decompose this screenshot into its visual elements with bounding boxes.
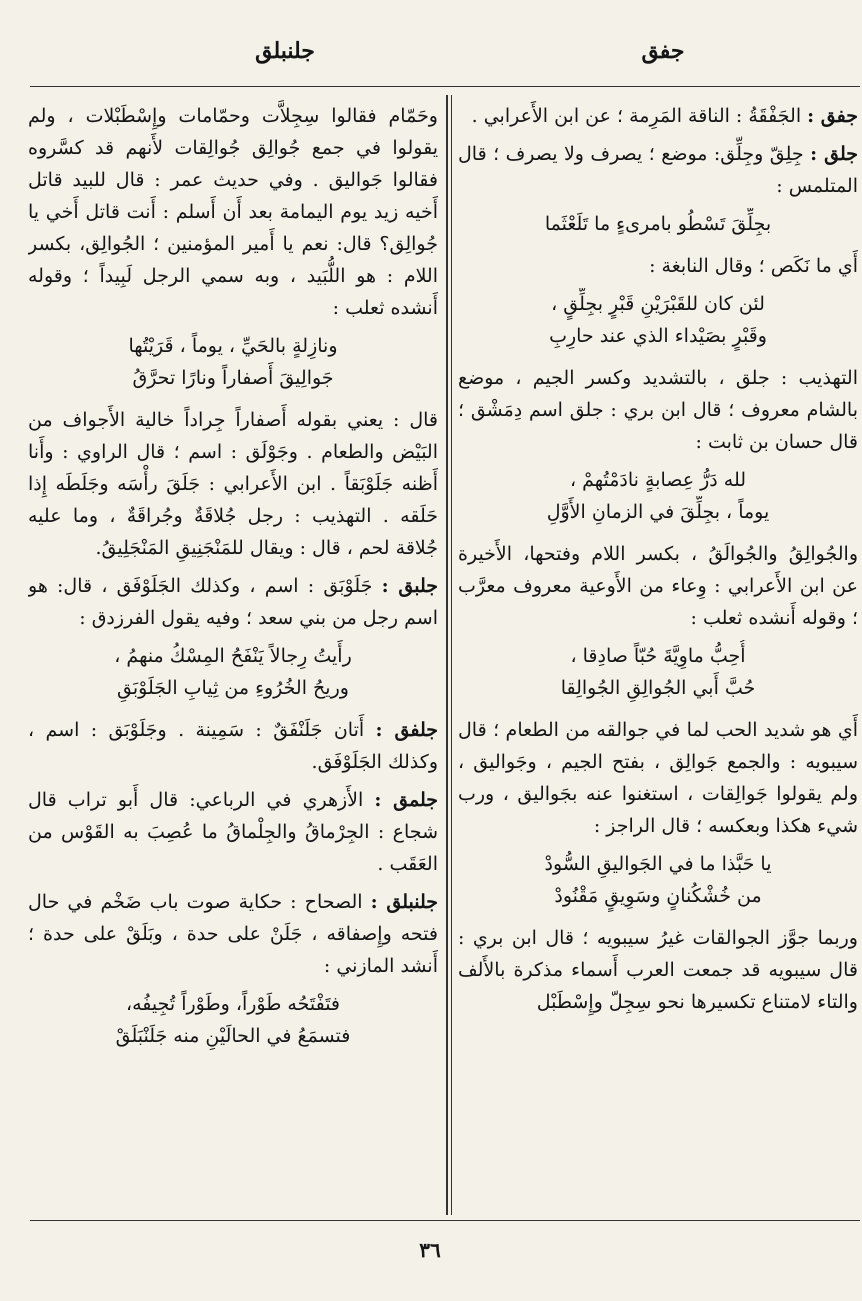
verse-block [458, 848, 858, 912]
verse-block [458, 464, 858, 528]
entry-headword: جلمق : [374, 789, 438, 811]
entry-paragraph [458, 538, 858, 634]
entry-text: قال : يعني بقوله أَصفاراً جِراداً خالية الأَجواف من البَيْض والطعام . وجَوْلَق : اسم ؛ قال الراوي : وأَنا أَظنه جَلَوْبَقاً . ابن الأَعرابي : جَلَقَ رأْسَه وجَلَطَه إِذا حَلَقه . التهذيب : رجل جُلاقَةٌ وجُراقَةٌ ، وما عليه جُلاقة لحم ، قال : ويقال للمَنْجَنِيقِ المَنْجَلِيقُ. [28, 409, 438, 559]
entry-paragraph [458, 922, 858, 1018]
verse-block [28, 640, 438, 704]
entry-paragraph [28, 404, 438, 564]
column-divider [446, 95, 452, 1215]
running-head-left: جلنبلق [255, 38, 315, 64]
entry-paragraph [28, 784, 438, 880]
header-rule [30, 86, 860, 87]
entry-paragraph [458, 362, 858, 458]
entry-headword: جلفق : [375, 719, 438, 741]
entry-paragraph [458, 714, 858, 842]
running-head-right: جفق [641, 38, 685, 64]
verse-block [458, 208, 858, 240]
entry-paragraph [458, 250, 858, 282]
verse-line: رأَيتُ رِجالاً يَنْفَحُ المِسْكُ منهمُ ، [114, 645, 352, 667]
verse-line: بجِلِّقَ تَسْطُو بامرىءٍ ما تَلَعْثَما [544, 213, 772, 235]
verse-line: لئن كان للقَبْرَيْنِ قَبْرٍ بجِلِّقٍ ، [551, 293, 765, 315]
page-number: ٣٦ [419, 1238, 441, 1262]
verse-line: يا حَبَّذا ما في الجَواليقِ السُّودْ [544, 853, 772, 875]
verse-block [458, 288, 858, 352]
entry-text: وربما جوَّز الجوالقات غيرُ سيبويه ؛ قال ابن بري : قال سيبويه قد جمعت العرب أَسماء مذكرة بالأَلف والتاء لامتناع تكسيرها نحو سِجِلّ وإِسْطَبْل [458, 927, 858, 1013]
verse-line: ونازِلةٍ بالحَيِّ ، يوماً ، قَرَيْتُها [128, 335, 338, 357]
entry-paragraph [28, 570, 438, 634]
entry-paragraph [28, 100, 438, 324]
verse-line: يوماً ، بجِلِّقَ في الزمانِ الأَوَّلِ [546, 501, 770, 523]
entry-paragraph [28, 886, 438, 982]
entry-headword: جفق : [807, 105, 858, 127]
verse-line: وريحُ الخُرُوءِ من ثِيابِ الجَلَوْبَقِ [117, 677, 349, 699]
entry-text: أَتان جَلَنْفَقٌ : سَمِينة . وجَلَوْبَق : اسم ، وكذلك الجَلَوْفَق. [28, 719, 438, 773]
verse-line: لله دَرُّ عِصابةٍ نادَمْتُهمْ ، [569, 469, 747, 491]
entry-text: الصحاح : حكاية صوت باب ضَخْم في حال فتحه وإِصفاقه ، جَلَنْ على حدة ، وبَلَقْ على حدة ؛ أَنشد المازني : [28, 891, 438, 977]
verse-block [28, 988, 438, 1052]
verse-line: أُحِبُّ ماوِيَّةَ حُبّاً صادِقا ، [570, 645, 746, 667]
entry-text: الجَفْقَةُ : الناقة المَرِمة ؛ عن ابن الأَعرابي . [471, 105, 802, 127]
verse-line: فتَفْتَحُه طَوْراً، وطَوْراً تُجِيفُه، [125, 993, 341, 1015]
entry-paragraph [28, 714, 438, 778]
verse-line: جَوالِيقَ أَصفاراً ونارًا تحرَّقُ [132, 367, 334, 389]
entry-text: والجُوالِقُ والجُوالَقُ ، بكسر اللام وفتحها، الأَخيرة عن ابن الأَعرابي : وِعاء من الأَوعية معروف معرَّب ؛ وقوله أَنشده ثعلب : [458, 543, 858, 629]
entry-paragraph [458, 100, 858, 132]
entry-text: جَلَوْبَق : اسم ، وكذلك الجَلَوْفَق ، قال: هو اسم رجل من بني سعد ؛ وفيه يقول الفرزدق : [28, 575, 438, 629]
footer-rule [30, 1220, 860, 1221]
verse-line: حُبَّ أَبي الجُوالِقِ الجُوالِقا [560, 677, 756, 699]
verse-line: من خُشْكُنانٍ وسَوِيقٍ مَقْنُودْ [554, 885, 762, 907]
left-column [28, 100, 438, 1210]
entry-headword: جلنبلق : [370, 891, 438, 913]
entry-text: أَي ما نَكَص ؛ وقال النابغة : [649, 255, 858, 277]
page-header [0, 38, 862, 78]
entry-text: التهذيب : جلق ، بالتشديد وكسر الجيم ، موضع بالشام معروف ؛ قال ابن بري : جلق اسم دِمَشْق ؛ قال حسان بن ثابت : [458, 367, 858, 453]
entry-text: وحَمّام فقالوا سِجِلاَّت وحمّامات وإِسْطَبْلات ، ولم يقولوا في جمع جُوالِق جُوالِقات لأَنهم قد كسَّروه فقالوا جَواليق . وفي حديث عمر : قال للبيد قاتل أَخيه زيد يوم اليمامة بعد أَن أَسلم : أَنت قاتل أَخي يا جُوالِق؟ قال: نعم يا أَمير المؤمنين ؛ الجُوالِق، بكسر اللام : هو اللُّبَيد ، وبه سمي الرجل لَبِيداً ؛ وقوله أَنشده ثعلب : [28, 105, 438, 319]
entry-text: جِلِقّ وجِلِّق: موضع ؛ يصرف ولا يصرف ؛ قال المتلمس : [458, 143, 858, 197]
verse-line: وقَبْرٍ بصَيْداء الذي عند حارِبِ [549, 325, 767, 347]
entry-paragraph [458, 138, 858, 202]
verse-line: فتسمَعُ في الحالَيْنِ منه جَلَنْبَلَقْ [115, 1025, 351, 1047]
entry-headword: جلق : [810, 143, 858, 165]
verse-block [458, 640, 858, 704]
entry-headword: جلبق : [381, 575, 438, 597]
right-column [458, 100, 858, 1210]
entry-text: الأَزهري في الرباعي: قال أَبو تراب قال شجاع : الجِرْماقُ والجِلْماقُ ما عُصِبَ به القَوْس من العَقَب . [28, 789, 438, 875]
verse-block [28, 330, 438, 394]
entry-text: أَي هو شديد الحب لما في جوالقه من الطعام ؛ قال سيبويه : والجمع جَوالِق ، بفتح الجيم ، وجَواليق ، ولم يقولوا جَوالِقات ، استغنوا عنه بجَواليق ، ورب شيء هكذا وبعكسه ؛ قال الراجز : [458, 719, 858, 837]
